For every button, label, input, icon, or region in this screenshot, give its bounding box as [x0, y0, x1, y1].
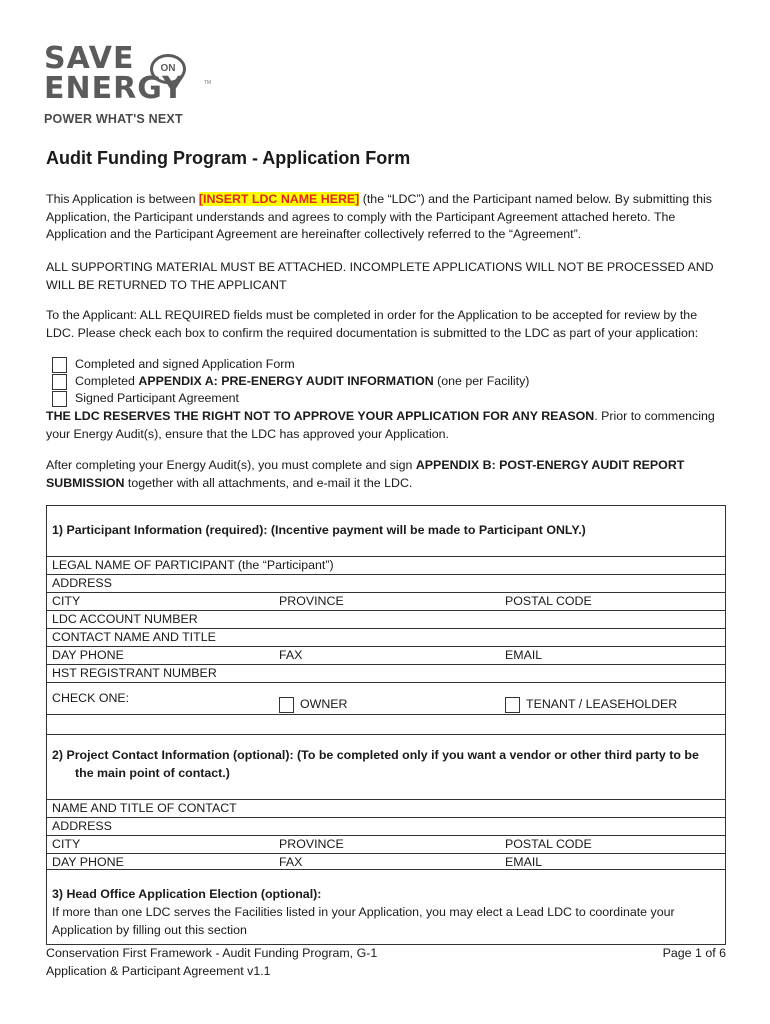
ldc-name-placeholder: [INSERT LDC NAME HERE]	[198, 192, 360, 206]
checklist-label: Completed	[75, 374, 139, 388]
appendix-b-title: APPENDIX B: POST-ENERGY AUDIT REPORT SUBMISSION	[46, 458, 685, 490]
footer-program-line: Conservation First Framework - Audit Funding Program, G-1	[46, 946, 378, 960]
reserve-right-bold: THE LDC RESERVES THE RIGHT NOT TO APPROVE YOUR APPLICATION FOR ANY REASON	[46, 409, 595, 423]
divider	[46, 574, 726, 575]
fax-field[interactable]: FAX	[279, 648, 303, 662]
checkbox[interactable]	[52, 357, 67, 373]
logo-trademark: TM	[204, 80, 212, 86]
contact-day-phone-field[interactable]: DAY PHONE	[52, 855, 124, 869]
after-text-start: After completing your Energy Audit(s), you must complete and sign	[46, 458, 416, 472]
divider	[46, 714, 726, 715]
reserve-right-notice	[46, 408, 726, 443]
province-field[interactable]: PROVINCE	[279, 594, 344, 608]
after-audit-instructions	[46, 457, 726, 492]
contact-city-field[interactable]: CITY	[52, 837, 81, 851]
divider	[46, 817, 726, 818]
applicant-instructions: To the Applicant: ALL REQUIRED fields must be completed in order for the Application to be accepted for review by the LDC. Please check each box to confirm the required documentation is submitted to the LDC as part of your application:	[46, 308, 699, 340]
logo-save-text: SAVE	[44, 41, 135, 76]
section-1-title: 1) Participant Information (required): (Incentive payment will be made to Participant ONLY.)	[52, 523, 586, 537]
divider	[46, 835, 726, 836]
legal-name-field[interactable]: LEGAL NAME OF PARTICIPANT (the “Participant”)	[52, 558, 334, 572]
contact-fax-field[interactable]: FAX	[279, 855, 303, 869]
checklist-label: Completed and signed Application Form	[75, 357, 295, 371]
address-field[interactable]: ADDRESS	[52, 576, 112, 590]
checklist-label: Signed Participant Agreement	[75, 391, 239, 405]
page-number: Page 1 of 6	[662, 946, 726, 960]
checkbox[interactable]	[52, 374, 67, 390]
tenant-option[interactable]	[505, 696, 677, 713]
contact-name-title-field[interactable]: NAME AND TITLE OF CONTACT	[52, 801, 237, 815]
owner-option[interactable]	[279, 696, 348, 713]
checkbox[interactable]	[52, 391, 67, 407]
section-2-title-line1: 2) Project Contact Information (optional): (To be completed only if you want a vendor or other third party to be	[52, 748, 699, 762]
intro-paragraph	[46, 191, 726, 244]
hst-registrant-field[interactable]: HST REGISTRANT NUMBER	[52, 666, 217, 680]
footer-version-line: Application & Participant Agreement v1.1	[46, 964, 271, 978]
postal-code-field[interactable]: POSTAL CODE	[505, 594, 592, 608]
owner-label: OWNER	[300, 697, 348, 711]
logo-on-badge: ON	[150, 54, 186, 84]
contact-postal-code-field[interactable]: POSTAL CODE	[505, 837, 592, 851]
checklist-item-appendix-a[interactable]	[52, 373, 529, 390]
checklist-item-participant-agreement[interactable]	[52, 390, 239, 407]
divider	[46, 646, 726, 647]
logo-energy-text: ENERGY	[44, 71, 185, 106]
section-3-title: 3) Head Office Application Election (optional):	[52, 887, 322, 901]
reserve-right-rest: . Prior to commencing your Energy Audit(s), ensure that the LDC has approved your Application.	[46, 409, 715, 441]
supporting-material-notice: ALL SUPPORTING MATERIAL MUST BE ATTACHED. INCOMPLETE APPLICATIONS WILL NOT BE PROCESSED AND WILL BE RETURNED TO THE APPLICANT	[46, 260, 714, 292]
city-field[interactable]: CITY	[52, 594, 81, 608]
intro-text-end: (the “LDC”) and the Participant named below. By submitting this Application, the Participant understands and agrees to comply with the Participant Agreement attached hereto. The Application and the Participant Agreement are hereinafter collectively referred to the “Agreement”.	[46, 192, 712, 241]
section-2-title-line2: the main point of contact.)	[75, 766, 230, 780]
intro-text-start: This Application is between	[46, 192, 199, 206]
tenant-checkbox[interactable]	[505, 697, 520, 713]
email-field[interactable]: EMAIL	[505, 648, 543, 662]
page-title: Audit Funding Program - Application Form	[46, 148, 411, 168]
logo-tagline: POWER WHAT'S NEXT	[44, 112, 183, 126]
checklist-label-suffix: (one per Facility)	[433, 374, 530, 388]
owner-checkbox[interactable]	[279, 697, 294, 713]
day-phone-field[interactable]: DAY PHONE	[52, 648, 124, 662]
contact-email-field[interactable]: EMAIL	[505, 855, 543, 869]
appendix-a-title: APPENDIX A: PRE-ENERGY AUDIT INFORMATION	[138, 374, 434, 388]
check-one-label: CHECK ONE:	[52, 691, 130, 705]
contact-province-field[interactable]: PROVINCE	[279, 837, 344, 851]
tenant-label: TENANT / LEASEHOLDER	[526, 697, 678, 711]
ldc-account-field[interactable]: LDC ACCOUNT NUMBER	[52, 612, 198, 626]
contact-address-field[interactable]: ADDRESS	[52, 819, 112, 833]
after-text-end: together with all attachments, and e-mail it the LDC.	[124, 475, 413, 490]
divider	[46, 592, 726, 593]
save-on-energy-logo	[44, 41, 224, 132]
divider	[46, 853, 726, 854]
divider	[46, 682, 726, 683]
section-3-text: If more than one LDC serves the Facilities listed in your Application, you may elect a Lead LDC to coordinate your Application by filling out this section	[52, 905, 675, 937]
checklist-item-application-form[interactable]	[52, 356, 295, 373]
contact-name-field[interactable]: CONTACT NAME AND TITLE	[52, 630, 216, 644]
